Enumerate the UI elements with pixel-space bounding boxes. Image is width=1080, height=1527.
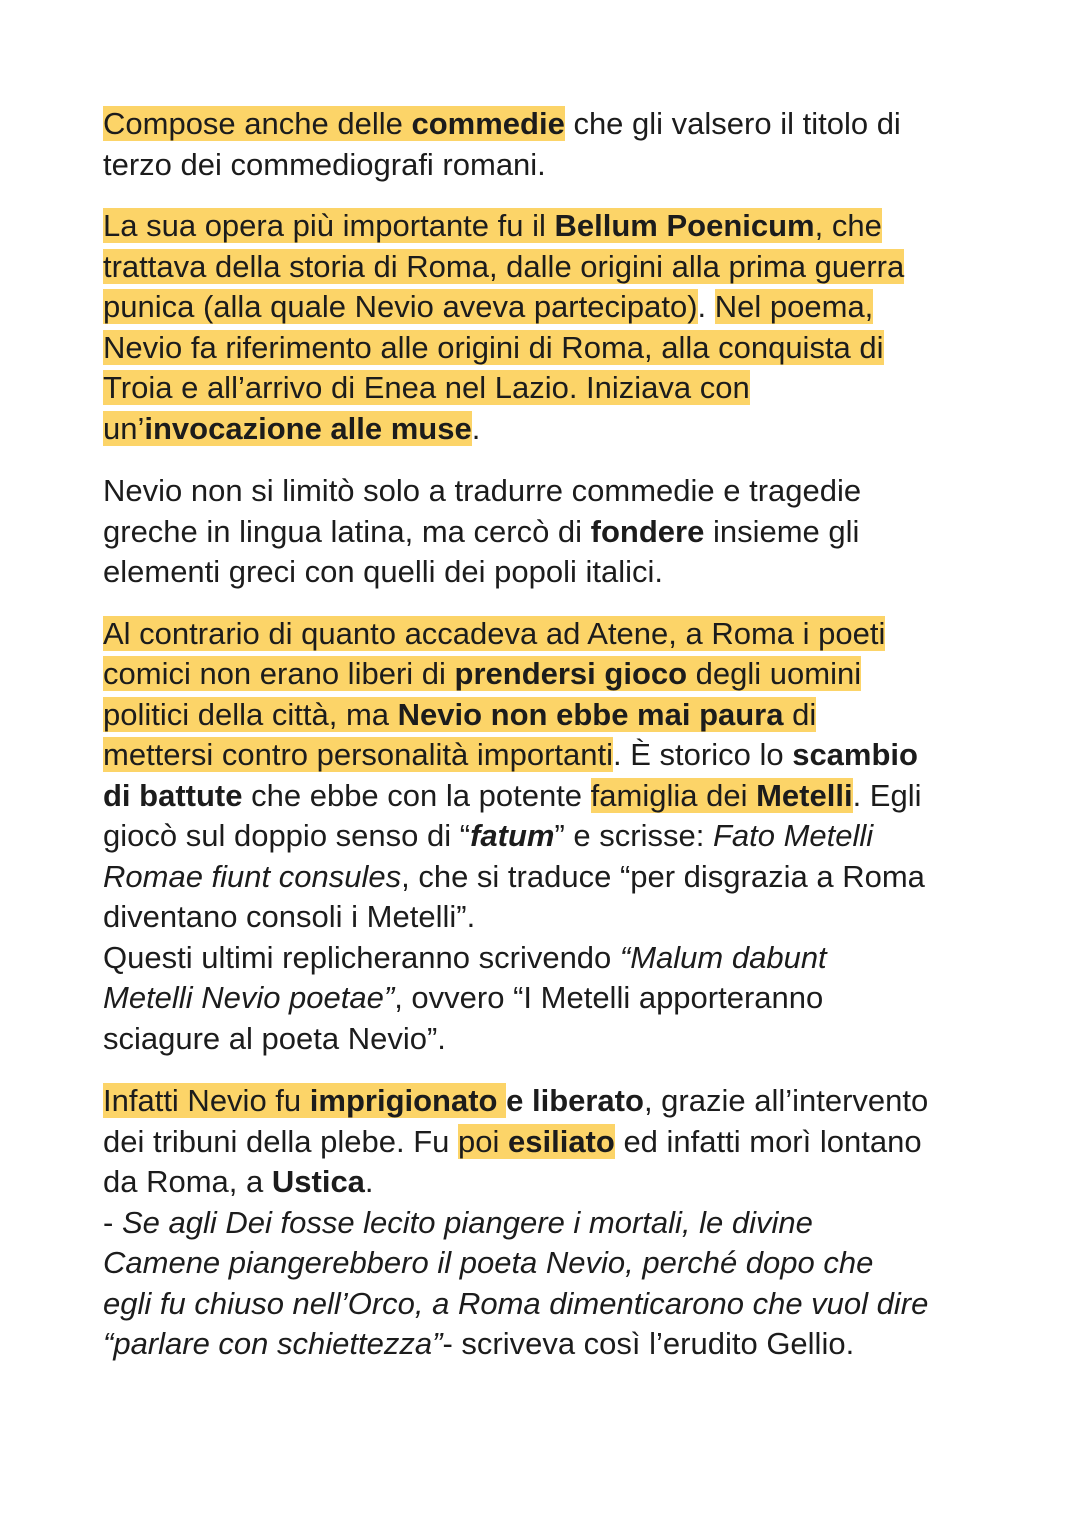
bold-text: fatum: [470, 818, 555, 853]
bold-text: di battute: [103, 777, 243, 813]
highlighted-text: commedie: [411, 106, 565, 141]
text-line: [103, 1019, 1003, 1060]
highlighted-text: di: [783, 696, 817, 732]
paragraph-metelli: [103, 614, 1003, 1060]
text-run: che ebbe con la potente: [242, 777, 591, 813]
highlighted-text: Al contrario di quanto accadeva ad Atene, a Roma i poeti: [103, 615, 886, 651]
text-run: sciagure al poeta Nevio”.: [103, 1020, 446, 1056]
text-line: [103, 816, 1003, 857]
text-line: [103, 1284, 1003, 1325]
highlighted-text: mettersi contro personalità importanti: [103, 737, 614, 772]
highlighted-text: Infatti Nevio fu: [103, 1083, 310, 1118]
text-run: Questi ultimi replicheranno scrivendo: [103, 939, 620, 975]
highlighted-text: , che: [814, 208, 882, 243]
highlighted-text: Bellum Poenicum: [554, 208, 815, 243]
text-line: [103, 695, 1003, 736]
text-line: [103, 409, 1003, 450]
highlighted-text: Troia e all’arrivo di Enea nel Lazio. Iniziava con: [103, 370, 750, 405]
text-run: ” e scrisse:: [554, 818, 713, 853]
text-line: [103, 145, 1003, 186]
text-run: , grazie all’intervento: [643, 1083, 929, 1118]
text-line: [103, 897, 1003, 938]
paragraph-bellum-poenicum: [103, 206, 1003, 449]
text-line: [103, 1162, 1003, 1203]
highlighted-text: Compose anche delle: [103, 106, 412, 141]
text-run: -: [103, 1204, 122, 1240]
text-line: [103, 104, 1003, 145]
text-run: .: [697, 289, 715, 324]
bold-text: e liberato: [506, 1083, 644, 1118]
text-line: [103, 471, 1003, 512]
highlighted-text: politici della città, ma: [103, 696, 398, 732]
highlighted-text: Nel poema,: [714, 289, 874, 324]
text-run: .: [364, 1164, 374, 1199]
text-line: [103, 247, 1003, 288]
text-line: [103, 857, 1003, 898]
highlighted-text: invocazione alle muse: [144, 410, 472, 446]
text-line: [103, 735, 1003, 776]
text-run: , che si traduce “per disgrazia a Roma: [401, 858, 925, 894]
italic-text: Metelli Nevio poetae”: [103, 980, 395, 1015]
text-line: [103, 654, 1003, 695]
italic-text: “parlare con schiettezza”: [103, 1326, 443, 1361]
text-run: .: [471, 410, 481, 446]
text-run: che gli valsero il titolo di: [564, 106, 901, 141]
text-run: diventano consoli i Metelli”.: [103, 899, 476, 934]
bold-text: fondere: [590, 513, 705, 549]
text-line: [103, 614, 1003, 655]
document-page: [103, 104, 1003, 1365]
highlighted-text: esiliato: [508, 1123, 615, 1159]
text-run: greche in lingua latina, ma cercò di: [103, 513, 591, 549]
paragraph-fusione-elementi: [103, 471, 1003, 593]
text-run: Nevio non si limitò solo a tradurre commedie e tragedie: [103, 473, 862, 508]
text-run: da Roma, a: [103, 1164, 272, 1199]
highlighted-text: Metelli: [756, 777, 853, 813]
paragraph-commedie: [103, 104, 1003, 185]
italic-text: egli fu chiuso nell’Orco, a Roma dimenticarono che vuol dire: [103, 1285, 929, 1321]
highlighted-text: imprigionato: [309, 1083, 507, 1118]
text-run: , ovvero “I Metelli apporteranno: [394, 980, 824, 1015]
bold-text: scambio: [792, 737, 918, 772]
text-run: giocò sul doppio senso di “: [103, 818, 471, 853]
text-line: [103, 368, 1003, 409]
text-run: ed infatti morì lontano: [614, 1123, 922, 1159]
text-line: [103, 512, 1003, 553]
highlighted-text: comici non erano liberi di: [103, 656, 455, 691]
text-run: terzo dei commediografi romani.: [103, 146, 546, 182]
highlighted-text: famiglia dei: [590, 777, 757, 813]
text-line: [103, 776, 1003, 817]
text-line: [103, 978, 1003, 1019]
text-run: - scriveva così l’erudito Gellio.: [442, 1326, 855, 1361]
bold-text: Ustica: [271, 1164, 365, 1199]
italic-text: Romae fiunt consules: [103, 858, 402, 894]
paragraph-esilio-gellio: [103, 1081, 1003, 1365]
text-line: [103, 1243, 1003, 1284]
text-line: [103, 1203, 1003, 1244]
highlighted-text: prendersi gioco: [454, 656, 688, 691]
text-run: . Egli: [852, 777, 922, 813]
italic-text: Fato Metelli: [712, 818, 874, 853]
highlighted-text: Nevio fa riferimento alle origini di Roma, alla conquista di: [103, 329, 884, 365]
text-run: dei tribuni della plebe. Fu: [103, 1123, 459, 1159]
highlighted-text: Nevio non ebbe mai paura: [397, 696, 784, 732]
text-line: [103, 938, 1003, 979]
italic-text: “Malum dabunt: [619, 939, 827, 975]
text-line: [103, 287, 1003, 328]
highlighted-text: punica (alla quale Nevio aveva partecipato): [103, 289, 698, 324]
highlighted-text: La sua opera più importante fu il: [103, 208, 555, 243]
text-run: insieme gli: [704, 513, 860, 549]
text-line: [103, 328, 1003, 369]
text-line: [103, 552, 1003, 593]
text-line: [103, 1122, 1003, 1163]
italic-text: Camene piangerebbero il poeta Nevio, perché dopo che: [103, 1245, 874, 1280]
text-line: [103, 1081, 1003, 1122]
highlighted-text: trattava della storia di Roma, dalle origini alla prima guerra: [103, 248, 905, 284]
text-run: elementi greci con quelli dei popoli italici.: [103, 554, 664, 589]
highlighted-text: un’: [103, 410, 145, 446]
highlighted-text: degli uomini: [687, 656, 862, 691]
highlighted-text: poi: [458, 1123, 508, 1159]
italic-text: Se agli Dei fosse lecito piangere i mortali, le divine: [121, 1204, 813, 1240]
text-line: [103, 1324, 1003, 1365]
text-run: . È storico lo: [613, 737, 793, 772]
text-line: [103, 206, 1003, 247]
